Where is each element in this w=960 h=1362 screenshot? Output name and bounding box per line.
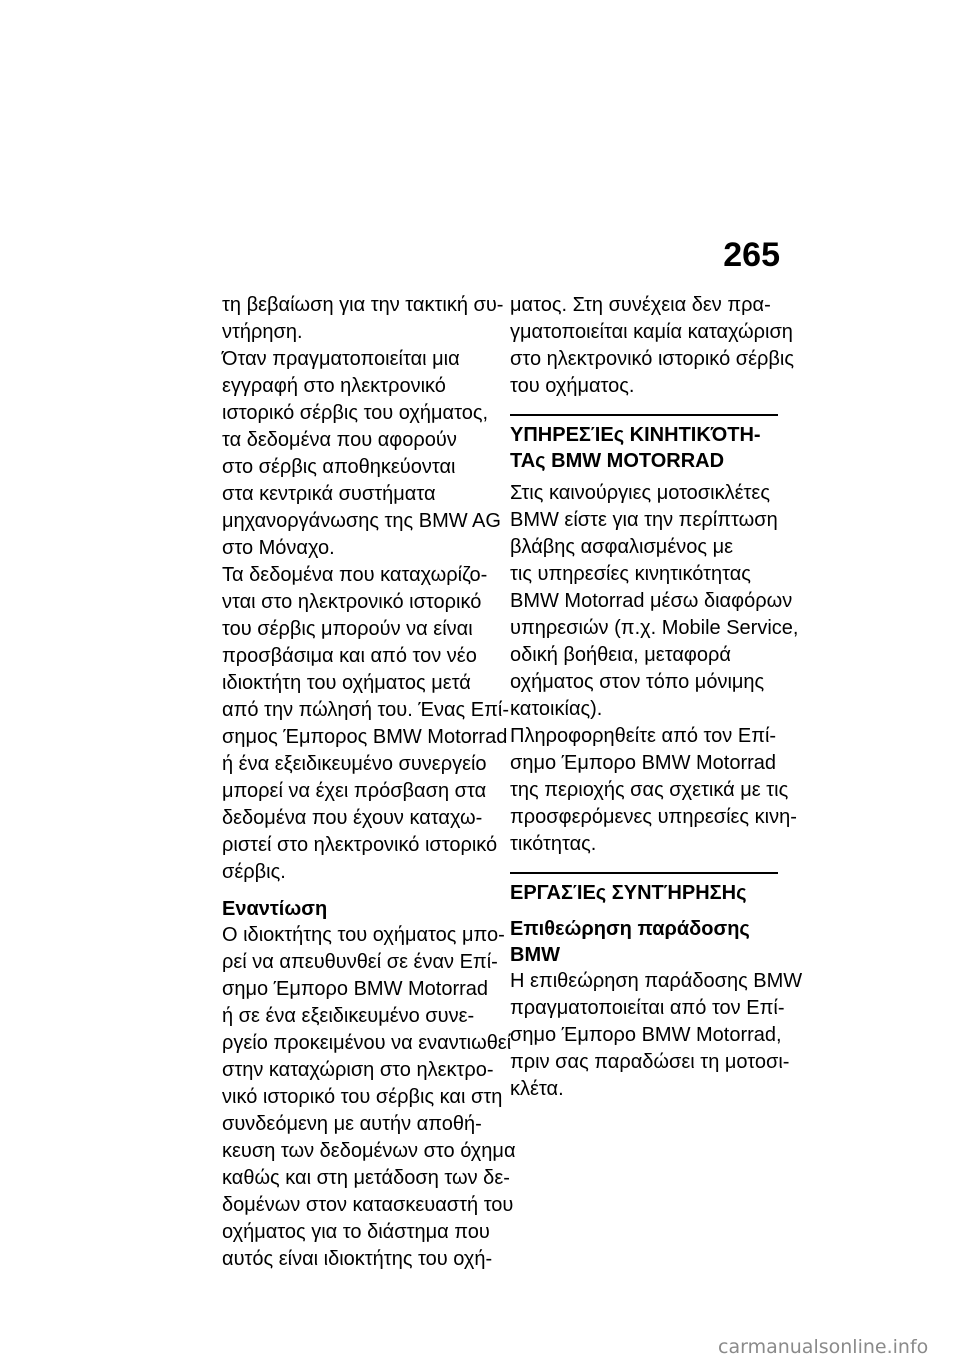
text-line: ματος. Στη συνέχεια δεν πρα- [510,294,771,316]
text-line: μπορεί να έχει πρόσβαση στα [222,780,487,802]
page-number: 265 [723,236,780,274]
heading-line: ΤΑς BMW MOTORRAD [510,450,725,472]
subheading-objection: Εναντίωση [222,898,328,920]
text-line: τα δεδομένα που αφορούν [222,429,457,451]
text-line: συνδεόμενη με αυτήν αποθή- [222,1113,482,1135]
text-line: οδική βοήθεια, μεταφορά [510,644,731,666]
text-line: τικότητας. [510,833,597,855]
subheading-line: Επιθεώρηση παράδοσης [510,918,750,940]
text-line: ή σε ένα εξειδικευμένο συνε- [222,1005,475,1027]
text-line: Τα δεδομένα που καταχωρίζο- [222,564,488,586]
text-line: BMW Motorrad μέσω διαφόρων [510,590,793,612]
text-line: μηχανοργάνωσης της BMW AG [222,510,501,532]
text-line: νικό ιστορικό του σέρβις και στη [222,1086,503,1108]
text-line: BMW είστε για την περίπτωση [510,509,778,531]
left-paragraph-2 [222,346,501,562]
text-line: του σέρβις μπορούν να είναι [222,618,473,640]
text-line: εγγραφή στο ηλεκτρονικό [222,375,446,397]
text-line: στο σέρβις αποθηκεύονται [222,456,456,478]
text-line: σημο Έμπορο BMW Motorrad, [510,1024,782,1046]
left-paragraph-3 [222,562,509,886]
text-line: βλάβης ασφαλισμένος με [510,536,734,558]
text-line: ή ένα εξειδικευμένο συνεργείο [222,753,487,775]
text-line: του οχήματος. [510,375,635,397]
text-line: Όταν πραγματοποιείται μια [222,348,460,370]
text-line: νται στο ηλεκτρονικό ιστορικό [222,591,482,613]
left-column [222,292,516,1273]
text-line: Η επιθεώρηση παράδοσης BMW [510,970,803,992]
heading-line: ΕΡΓΑΣΊΕς ΣΥΝΤΉΡΗΣΗς [510,882,747,904]
right-paragraph-2 [510,480,799,723]
subheading-delivery-inspection [510,916,778,968]
text-line: δομένων στον κατασκευαστή του [222,1194,514,1216]
text-line: ιστορικό σέρβις του οχήματος, [222,402,489,424]
heading-line: ΥΠΗΡΕΣΊΕς ΚΙΝΗΤΙΚΌΤΗ- [510,424,761,446]
right-paragraph-4 [510,968,803,1103]
text-line: ριστεί στο ηλεκτρονικό ιστορικό [222,834,498,856]
text-line: σημο Έμπορο BMW Motorrad [222,978,489,1000]
text-line: δεδομένα που έχουν καταχω- [222,807,483,829]
text-line: ρεί να απευθυνθεί σε έναν Επί- [222,951,498,973]
text-line: προσβάσιμα και από τον νέο [222,645,477,667]
watermark-text: carmanualsonline.info [718,1336,929,1358]
text-line: σημο Έμπορο BMW Motorrad [510,752,777,774]
section-title-maintenance [510,872,778,906]
text-line: ντήρηση. [222,321,303,343]
text-line: τη βεβαίωση για την τακτική συ- [222,294,504,316]
text-line: στα κεντρικά συστήματα [222,483,436,505]
text-line: κατοικίας). [510,698,603,720]
text-line: κλέτα. [510,1078,564,1100]
text-line: οχήματος στον τόπο μόνιμης [510,671,765,693]
text-line: από την πώλησή του. Ένας Επί- [222,699,509,721]
text-line: γματοποιείται καμία καταχώριση [510,321,793,343]
text-line: στην καταχώριση στο ηλεκτρο- [222,1059,494,1081]
text-line: ργείο προκειμένου να εναντιωθεί [222,1032,512,1054]
text-line: ιδιοκτήτη του οχήματος μετά [222,672,471,694]
text-line: στο ηλεκτρονικό ιστορικό σέρβις [510,348,794,370]
text-line: στο Μόναχο. [222,537,335,559]
text-line: καθώς και στη μετάδοση των δε- [222,1167,510,1189]
left-paragraph-1 [222,292,504,346]
text-line: πριν σας παραδώσει τη μοτοσι- [510,1051,790,1073]
left-paragraph-4 [222,922,516,1273]
text-line: τις υπηρεσίες κινητικότητας [510,563,751,585]
subheading-line: BMW [510,944,560,966]
text-line: κευση των δεδομένων στο όχημα [222,1140,516,1162]
text-line: Στις καινούργιες μοτοσικλέτες [510,482,770,504]
text-line: της περιοχής σας σχετικά με τις [510,779,789,801]
text-line: οχήματος για το διάστημα που [222,1221,490,1243]
text-line: υπηρεσιών (π.χ. Mobile Service, [510,617,799,639]
text-line: σημος Έμπορος BMW Motorrad [222,726,508,748]
right-column [510,292,803,1103]
text-line: Ο ιδιοκτήτης του οχήματος μπο- [222,924,505,946]
text-line: σέρβις. [222,861,286,883]
right-paragraph-3 [510,723,797,858]
text-line: πραγματοποιείται από τον Επί- [510,997,785,1019]
text-line: αυτός είναι ιδιοκτήτης του οχή- [222,1248,493,1270]
right-paragraph-1 [510,292,794,400]
text-line: προσφερόμενες υπηρεσίες κινη- [510,806,797,828]
section-title-mobility-services [510,414,778,474]
text-line: Πληροφορηθείτε από τον Επί- [510,725,777,747]
